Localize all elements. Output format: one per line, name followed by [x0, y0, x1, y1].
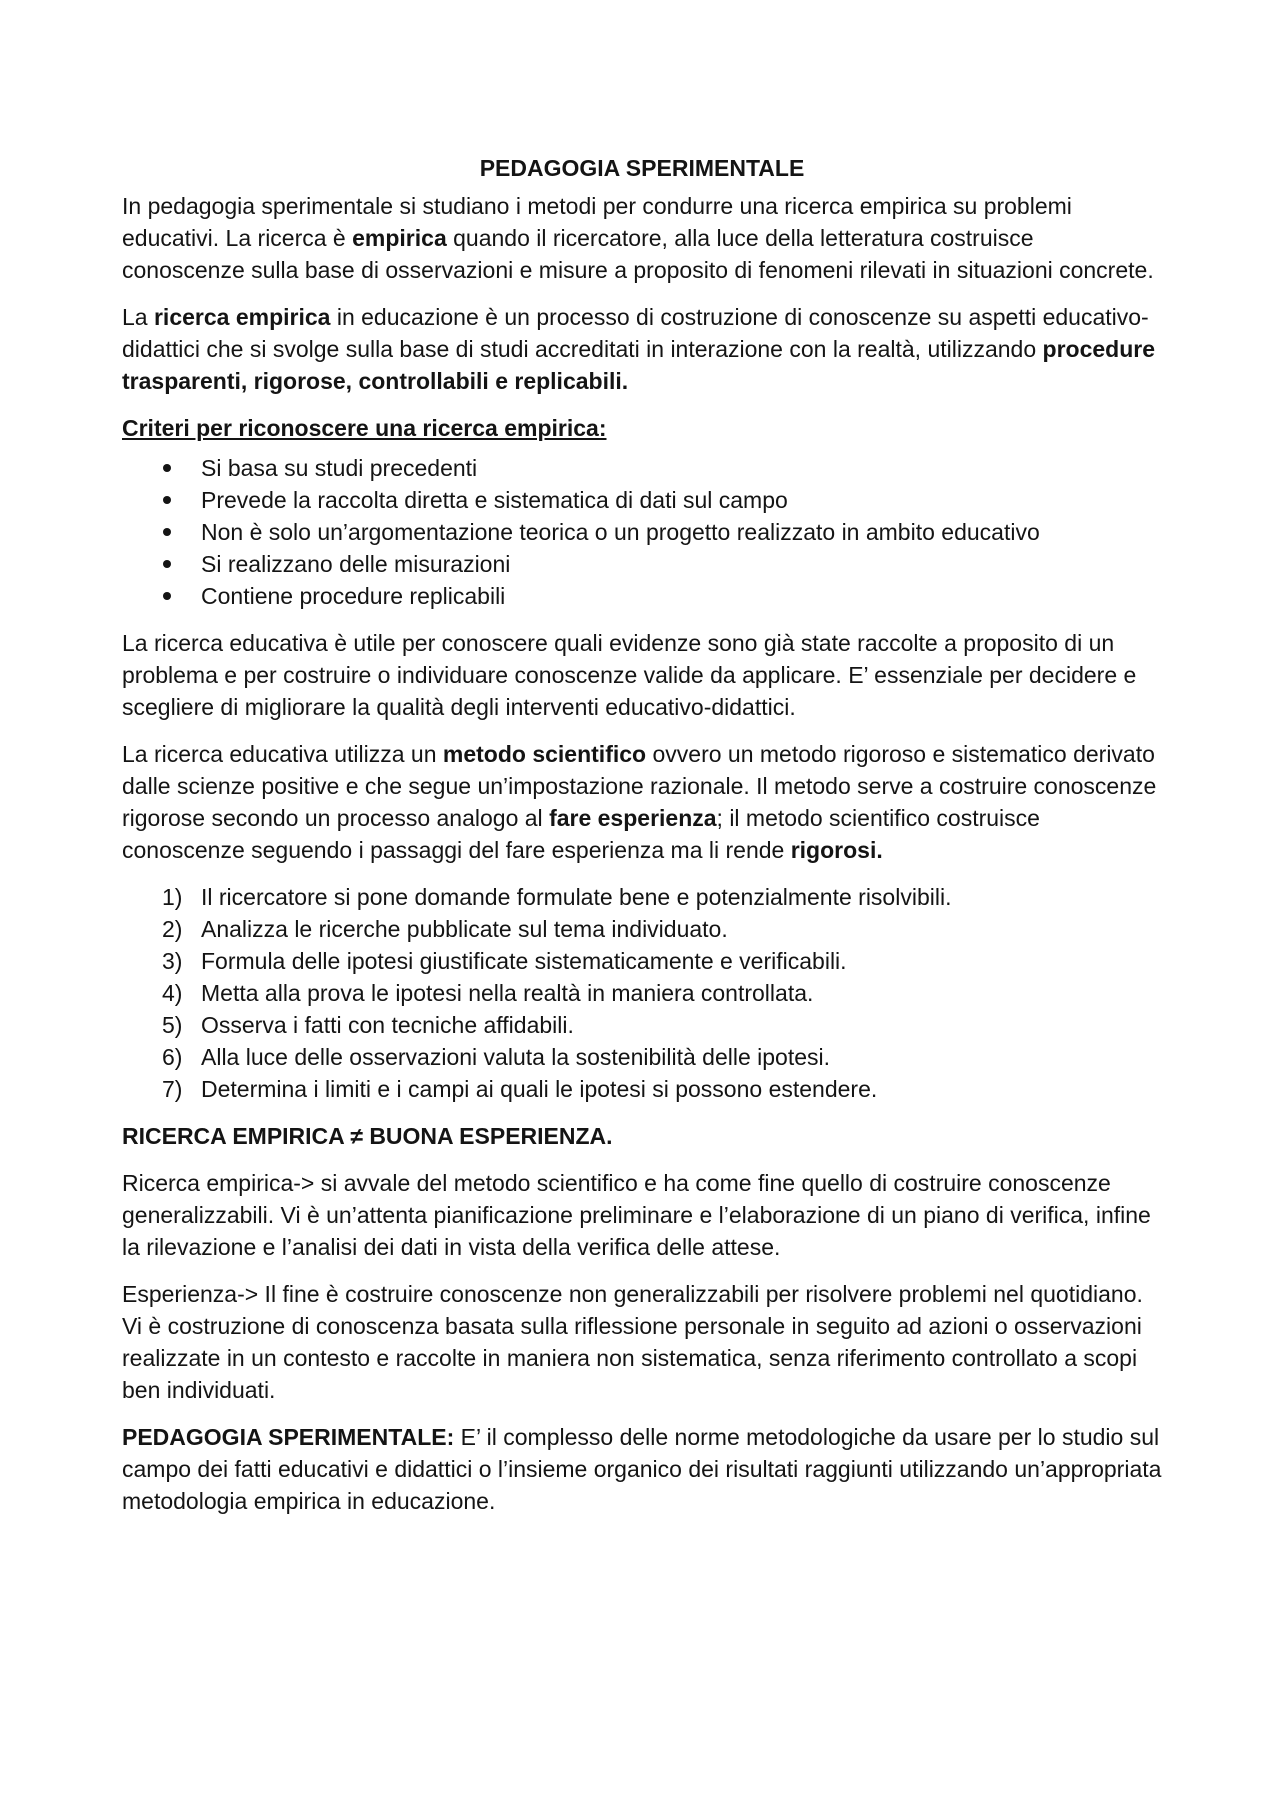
text-run: E’ il complesso delle norme metodologiche da usare per lo studio sul campo dei fatti educativi e didattici o l’insieme organico dei risultati raggiunti utilizzando un’appropriata metodologia empirica in educazione.	[122, 1424, 1162, 1514]
method-step	[122, 945, 1162, 977]
criteria-list	[122, 452, 1162, 612]
bold-term-fare-esperienza: fare esperienza	[549, 805, 717, 831]
comparison-heading: RICERCA EMPIRICA ≠ BUONA ESPERIENZA.	[122, 1123, 613, 1149]
bullet-icon	[163, 464, 171, 472]
criteria-item	[122, 452, 1162, 484]
criteria-item	[122, 484, 1162, 516]
criteria-item	[122, 580, 1162, 612]
method-step	[122, 1041, 1162, 1073]
step-number: 4)	[162, 980, 183, 1006]
bold-term-pedagogia-sperimentale: PEDAGOGIA SPERIMENTALE:	[122, 1424, 455, 1450]
bold-term-empirica: empirica	[352, 225, 447, 251]
document-body	[122, 152, 1162, 1532]
method-step	[122, 881, 1162, 913]
criteria-heading: Criteri per riconoscere una ricerca empirica:	[122, 415, 607, 441]
bold-term-rigorosi: rigorosi.	[790, 837, 883, 863]
bold-term-metodo-scientifico: metodo scientifico	[442, 741, 647, 767]
text-run: La	[122, 304, 154, 330]
bullet-icon	[163, 528, 171, 536]
bullet-icon	[163, 592, 171, 600]
text-run: quando il ricercatore, alla luce della letteratura costruisce conoscenze sulla base di osservazioni e misure a proposito di fenomeni rilevati in situazioni concrete.	[122, 225, 1154, 283]
step-number: 1)	[162, 884, 183, 910]
method-step	[122, 977, 1162, 1009]
criteria-text: Contiene procedure replicabili	[201, 583, 506, 609]
criteria-item	[122, 548, 1162, 580]
step-text: Osserva i fatti con tecniche affidabili.	[201, 1012, 574, 1038]
text-run: La ricerca educativa utilizza un	[122, 741, 443, 767]
method-steps-list	[122, 881, 1162, 1105]
paragraph-empirical-definition: Ricerca empirica-> si avvale del metodo scientifico e ha come fine quello di costruire conoscenze generalizzabili. Vi è un’attenta pianificazione preliminare e l’elaborazione di un piano di verifica, infine la rilevazione e l’analisi dei dati in vista della verifica delle attese.	[122, 1170, 1151, 1260]
step-text: Metta alla prova le ipotesi nella realtà in maniera controllata.	[201, 980, 814, 1006]
method-step	[122, 1009, 1162, 1041]
step-number: 6)	[162, 1044, 183, 1070]
paragraph-experience-definition: Esperienza-> Il fine è costruire conoscenze non generalizzabili per risolvere problemi nel quotidiano. Vi è costruzione di conoscenza basata sulla riflessione personale in seguito ad azioni o osservazioni realizzate in un contesto e raccolte in maniera non sistematica, senza riferimento controllato a scopi ben individuati.	[122, 1281, 1143, 1403]
step-text: Determina i limiti e i campi ai quali le ipotesi si possono estendere.	[201, 1076, 878, 1102]
bullet-icon	[163, 496, 171, 504]
step-number: 7)	[162, 1076, 183, 1102]
text-run: in educazione è un processo di costruzione di conoscenze su aspetti educativo-didattici che si svolge sulla base di studi accreditati in interazione con la realtà, utilizzando	[122, 304, 1149, 362]
text-run: In pedagogia sperimentale si studiano i metodi per condurre una ricerca empirica su problemi educativi. La ricerca è	[122, 193, 1072, 251]
step-number: 5)	[162, 1012, 183, 1038]
step-text: Analizza le ricerche pubblicate sul tema individuato.	[201, 916, 728, 942]
criteria-text: Si realizzano delle misurazioni	[201, 551, 511, 577]
bold-term-procedure: procedure trasparenti, rigorose, controllabili e replicabili.	[122, 336, 1155, 394]
step-number: 2)	[162, 916, 183, 942]
paragraph-educational-research: La ricerca educativa è utile per conoscere quali evidenze sono già state raccolte a proposito di un problema e per costruire o individuare conoscenze valide da applicare. E’ essenziale per decidere e scegliere di migliorare la qualità degli interventi educativo-didattici.	[122, 630, 1137, 720]
paragraph-intro	[122, 190, 1162, 286]
step-text: Alla luce delle osservazioni valuta la sostenibilità delle ipotesi.	[201, 1044, 831, 1070]
method-step	[122, 913, 1162, 945]
paragraph-scientific-method	[122, 738, 1162, 866]
bold-term-ricerca-empirica: ricerca empirica	[153, 304, 331, 330]
text-run: ovvero un metodo rigoroso e sistematico derivato dalle scienze positive e che segue un’impostazione razionale. Il metodo serve a costruire conoscenze rigorose secondo un processo analogo al	[122, 741, 1157, 831]
paragraph-empirical-research	[122, 301, 1162, 397]
paragraph-final-definition	[122, 1421, 1162, 1517]
step-text: Il ricercatore si pone domande formulate bene e potenzialmente risolvibili.	[201, 884, 952, 910]
bullet-icon	[163, 560, 171, 568]
text-run: ; il metodo scientifico costruisce conoscenze seguendo i passaggi del fare esperienza ma li rende	[122, 805, 1040, 863]
method-step	[122, 1073, 1162, 1105]
step-number: 3)	[162, 948, 183, 974]
criteria-item	[122, 516, 1162, 548]
criteria-text: Non è solo un’argomentazione teorica o un progetto realizzato in ambito educativo	[201, 519, 1040, 545]
criteria-text: Si basa su studi precedenti	[201, 455, 478, 481]
criteria-text: Prevede la raccolta diretta e sistematica di dati sul campo	[201, 487, 788, 513]
step-text: Formula delle ipotesi giustificate sistematicamente e verificabili.	[201, 948, 847, 974]
document-title: PEDAGOGIA SPERIMENTALE	[479, 155, 805, 181]
